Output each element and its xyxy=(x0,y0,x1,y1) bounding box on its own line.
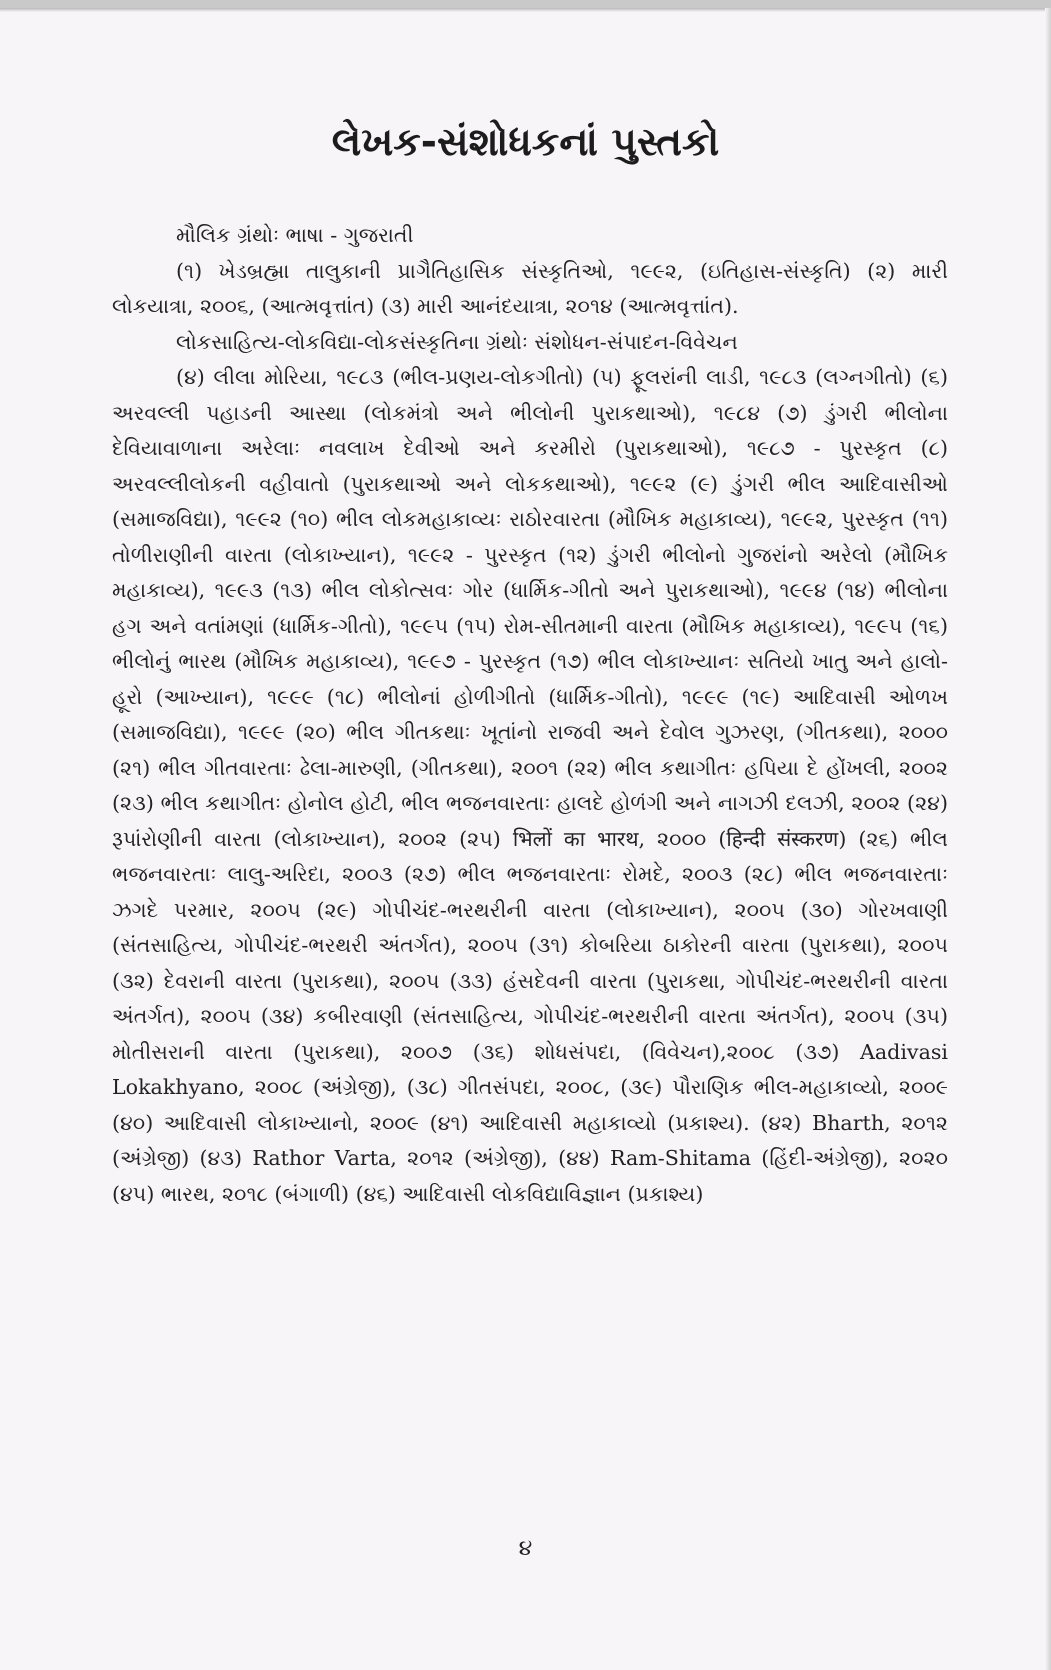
section2-heading: લોકસાહિત્ય-લોકવિદ્યા-લોકસંસ્કૃતિના ગ્રંથોઃ સંશોધન-સંપાદન-વિવેચન xyxy=(176,329,738,354)
page-body xyxy=(112,218,948,1212)
section1-paragraph: (૧) ખેડબ્રહ્મા તાલુકાની પ્રાગૈતિહાસિક સંસ્કૃતિઓ, ૧૯૯૨, (ઇતિહાસ-સંસ્કૃતિ) (૨) મારી લોકયાત્રા, ૨૦૦૬, (આત્મવૃત્તાંત) (૩) મારી આનંદયાત્રા, ૨૦૧૪ (આત્મવૃત્તાંત). xyxy=(112,258,948,318)
page-number: ૪ xyxy=(518,1536,533,1561)
book-page xyxy=(0,8,1051,1670)
section1-heading: મૌલિક ગ્રંથોઃ ભાષા - ગુજરાતી xyxy=(176,223,414,247)
section2-paragraph: (૪) લીલા મોરિયા, ૧૯૮૩ (ભીલ-પ્રણય-લોકગીતો) (૫) ફૂલરાંની લાડી, ૧૯૮૩ (લગ્નગીતો) (૬) અરવલ્લી પહાડની આસ્થા (લોકમંત્રો અને ભીલોની પુરાકથાઓ), ૧૯૮૪ (૭) ડુંગરી ભીલોના દેવિયાવાળાના અરેલાઃ નવલાખ દેવીઓ અને કરમીરો (પુરાકથાઓ), ૧૯૮૭ - પુરસ્કૃત (૮) અરવલ્લીલોકની વહીવાતો (પુરાકથાઓ અને લોકકથાઓ), ૧૯૯૨ (૯) ડુંગરી ભીલ આદિવાસીઓ (સમાજવિદ્યા), ૧૯૯૨ (૧૦) ભીલ લોકમહાકાવ્યઃ રાઠોરવારતા (મૌખિક મહાકાવ્ય), ૧૯૯૨, પુરસ્કૃત (૧૧) તોળીરાણીની વારતા (લોકાખ્યાન), ૧૯૯૨ - પુરસ્કૃત (૧૨) ડુંગરી ભીલોનો ગુજરાંનો અરેલો (મૌખિક મહાકાવ્ય), ૧૯૯૩ (૧૩) ભીલ લોકોત્સવઃ ગોર (ધાર્મિક-ગીતો અને પુરાકથાઓ), ૧૯૯૪ (૧૪) ભીલોના હગ અને વતાંમણાં (ધાર્મિક-ગીતો), ૧૯૯૫ (૧૫) રોમ-સીતમાની વારતા (મૌખિક મહાકાવ્ય), ૧૯૯૫ (૧૬) ભીલોનું ભારથ (મૌખિક મહાકાવ્ય), ૧૯૯૭ - પુરસ્કૃત (૧૭) ભીલ લોકાખ્યાનઃ સતિયો ખાતુ અને હાલો-હૂરો (આખ્યાન), ૧૯૯૯ (૧૮) ભીલોનાં હોળીગીતો (ધાર્મિક-ગીતો), ૧૯૯૯ (૧૯) આદિવાસી ઓળખ (સમાજવિદ્યા), ૧૯૯૯ (૨૦) ભીલ ગીતકથાઃ ખૂતાંનો રાજવી અને દેવોલ ગુઝરણ, (ગીતકથા), ૨૦૦૦ (૨૧) ભીલ ગીતવારતાઃ ઢેલા-મારુણી, (ગીતકથા), ૨૦૦૧ (૨૨) ભીલ કથાગીતઃ હપિયા દે હોંખલી, ૨૦૦૨ (૨૩) ભીલ કથાગીતઃ હોનોલ હોટી, ભીલ ભજનવારતાઃ હાલદે હોળંગી અને નાગઝી દલઝી, ૨૦૦૨ (૨૪) રૂપાંરોણીની વારતા (લોકાખ્યાન), ૨૦૦૨ (૨૫) भिलों का भारथ, ૨૦૦૦ (हिन्दी संस्करण) (૨૬) ભીલ ભજનવારતાઃ લાલુ-અરિદા, ૨૦૦૩ (૨૭) ભીલ ભજનવારતાઃ રોમદે, ૨૦૦૩ (૨૮) ભીલ ભજનવારતાઃ ઝગદે પરમાર, ૨૦૦૫ (૨૯) ગોપીચંદ-ભરથરીની વારતા (લોકાખ્યાન), ૨૦૦૫ (૩૦) ગોરખવાણી (સંતસાહિત્ય, ગોપીચંદ-ભરથરી અંતર્ગત), ૨૦૦૫ (૩૧) કોબરિયા ઠાકોરની વારતા (પુરાકથા), ૨૦૦૫ (૩૨) દેવરાની વારતા (પુરાકથા), ૨૦૦૫ (૩૩) હંસદેવની વારતા (પુરાકથા, ગોપીચંદ-ભરથરીની વારતા અંતર્ગત), ૨૦૦૫ (૩૪) કબીરવાણી (સંતસાહિત્ય, ગોપીચંદ-ભરથરીની વારતા અંતર્ગત), ૨૦૦૫ (૩૫) મોતીસરાની વારતા (પુરાકથા), ૨૦૦૭ (૩૬) શોધસંપદા, (વિવેચન),૨૦૦૮ (૩૭) Aadivasi Lokakhyano, ૨૦૦૮ (અંગ્રેજી), (૩૮) ગીતસંપદા, ૨૦૦૮, (૩૯) પૌરાણિક ભીલ-મહાકાવ્યો, ૨૦૦૯ (૪૦) આદિવાસી લોકાખ્યાનો, ૨૦૦૯ (૪૧) આદિવાસી મહાકાવ્યો (પ્રકાશ્ય). (૪૨) Bharth, ૨૦૧૨ (અંગ્રેજી) (૪૩) Rathor Varta, ૨૦૧૨ (અંગ્રેજી), (૪૪) Ram-Shitama (હિંદી-અંગ્રેજી), ૨૦૨૦ (૪૫) ભારથ, ૨૦૧૮ (બંગાળી) (૪૬) આદિવાસી લોકવિદ્યાવિજ્ઞાન (પ્રકાશ્ય) xyxy=(112,365,948,1206)
page-title: લેખક-સંશોધકનાં પુસ્તકો xyxy=(331,120,720,165)
